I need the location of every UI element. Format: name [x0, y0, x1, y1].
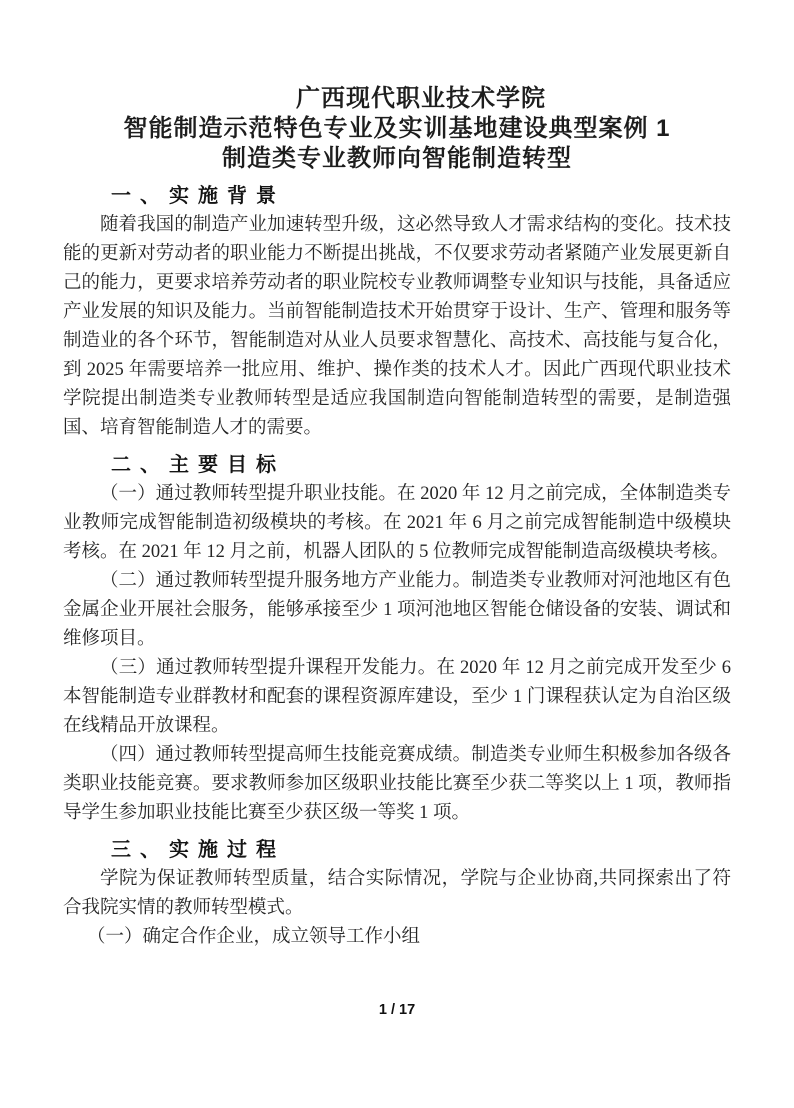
document-title-line-3: 制造类专业教师向智能制造转型	[222, 145, 572, 172]
section-heading-process: 三、实施过程	[111, 839, 285, 861]
paragraph-process-step-1: （一）确定合作企业，成立领导工作小组	[87, 927, 421, 947]
paragraph-process-intro: 学院为保证教师转型质量，结合实际情况，学院与企业协商,共同探索出了符合我院实情的教师转型模式。	[63, 869, 731, 918]
paragraph-goal-1: （一）通过教师转型提升职业技能。在 2020 年 12 月之前完成，全体制造类专业教师完成智能制造初级模块的考核。在 2021 年 6 月之前完成智能制造中级模块考核。在 2021 年 12 月之前，机器人团队的 5 位教师完成智能制造高级模块考核。	[63, 484, 731, 562]
paragraph-goal-3: （三）通过教师转型提升课程开发能力。在 2020 年 12 月之前完成开发至少 6 本智能制造专业群教材和配套的课程资源库建设，至少 1 门课程获认定为自治区级在线精品开放课程。	[63, 658, 731, 736]
document-title-line-1: 广西现代职业技术学院	[296, 85, 546, 112]
document-title	[63, 84, 731, 174]
paragraph-background: 随着我国的制造产业加速转型升级，这必然导致人才需求结构的变化。技术技能的更新对劳动者的职业能力不断提出挑战，不仅要求劳动者紧随产业发展更新自己的能力，更要求培养劳动者的职业院校专业教师调整专业知识与技能，具备适应产业发展的知识及能力。当前智能制造技术开始贯穿于设计、生产、管理和服务等制造业的各个环节，智能制造对从业人员要求智慧化、高技术、高技能与复合化，到 2025 年需要培养一批应用、维护、操作类的技术人才。因此广西现代职业技术学院提出制造类专业教师转型是适应我国制造向智能制造转型的需要，是制造强国、培育智能制造人才的需要。	[63, 215, 731, 438]
paragraph-goal-2: （二）通过教师转型提升服务地方产业能力。制造类专业教师对河池地区有色金属企业开展社会服务，能够承接至少 1 项河池地区智能仓储设备的安装、调试和维修项目。	[63, 571, 731, 649]
section-heading-background: 一、实施背景	[111, 185, 285, 207]
page-number: 1 / 17	[378, 1002, 416, 1018]
paragraph-goal-4: （四）通过教师转型提高师生技能竞赛成绩。制造类专业师生积极参加各级各类职业技能竞赛。要求教师参加区级职业技能比赛至少获二等奖以上 1 项，教师指导学生参加职业技能比赛至少获区级一等奖 1 项。	[63, 745, 731, 823]
section-heading-goals: 二、主要目标	[111, 454, 285, 476]
document-title-line-2: 智能制造示范特色专业及实训基地建设典型案例 1	[123, 115, 671, 142]
